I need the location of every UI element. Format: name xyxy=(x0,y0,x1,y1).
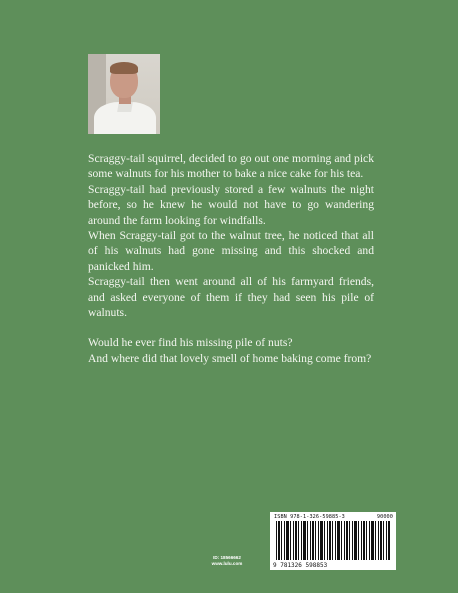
publisher-url: www.lulu.com xyxy=(211,561,243,566)
author-photo xyxy=(88,54,160,134)
isbn-barcode xyxy=(270,512,396,570)
blurb-paragraph: Scraggy-tail then went around all of his farmyard friends, and asked everyone of them if they had seen his pile of walnuts. xyxy=(88,275,374,320)
publisher-info xyxy=(207,555,247,567)
isbn-text: ISBN 978-1-326-59885-3 90000 xyxy=(274,514,393,520)
blurb-question: Would he ever find his missing pile of nuts? xyxy=(88,336,293,350)
barcode-digits: 9 781326 598853 xyxy=(273,562,328,569)
back-cover-blurb xyxy=(88,151,374,366)
blurb-question: And where did that lovely smell of home baking come from? xyxy=(88,351,372,365)
blurb-paragraph: When Scraggy-tail got to the walnut tree, he noticed that all of his walnuts had gone missing and this shocked and panicked him. xyxy=(88,229,374,273)
paragraph-gap xyxy=(88,320,374,335)
barcode-bars xyxy=(276,521,390,560)
photo-hair xyxy=(110,62,138,74)
blurb-paragraph: Scraggy-tail had previously stored a few walnuts the night before, so he knew he would not have to go wandering around the farm looking for windfalls. xyxy=(88,182,374,227)
blurb-paragraph: Scraggy-tail squirrel, decided to go out one morning and pick some walnuts for his mother to bake a nice cake for his tea. xyxy=(88,152,374,181)
publisher-id: ID: 18566662 xyxy=(213,555,241,560)
